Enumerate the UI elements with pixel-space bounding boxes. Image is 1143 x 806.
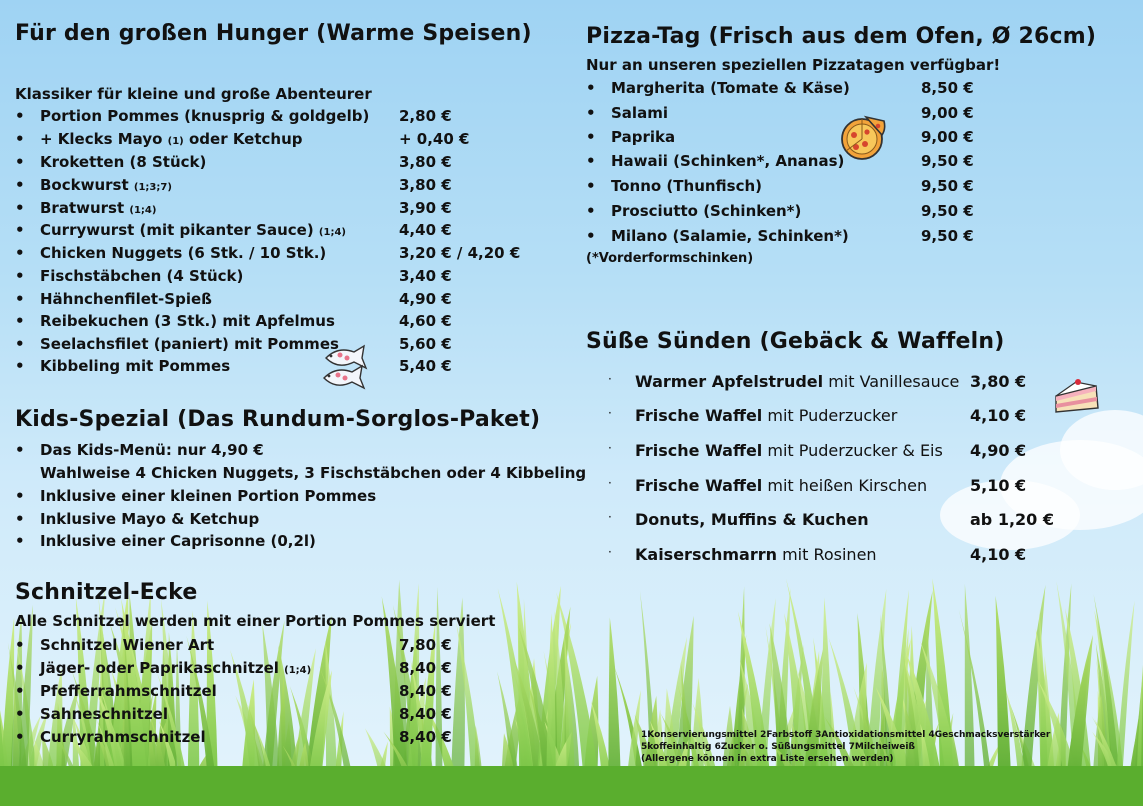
bullet: • — [586, 128, 596, 146]
pizza-item-price: 9,50 € — [921, 152, 974, 170]
pizza-item-name: Margherita (Tomate & Käse) — [611, 79, 850, 97]
schnitzel-subtitle: Alle Schnitzel werden mit einer Portion Pommes serviert — [15, 612, 496, 630]
menu-item-name — [40, 357, 230, 375]
menu-item-price: + 0,40 € — [399, 130, 470, 148]
sweet-item-title: Donuts, Muffins & Kuchen — [635, 510, 869, 529]
allergen-legend-line: (Allergene können in extra Liste ersehen werden) — [641, 754, 894, 764]
kids-item-label: Inklusive Mayo & Ketchup — [40, 510, 260, 528]
menu-item-name — [40, 636, 214, 654]
sweet-item-price: 4,10 € — [970, 406, 1027, 425]
allergen-legend-line: 1Konservierungsmittel 2Farbstoff 3Antioxidationsmittel 4Geschmacksverstärker — [641, 730, 1051, 740]
menu-item-label: Kroketten (8 Stück) — [40, 153, 207, 171]
bullet: · — [608, 545, 612, 559]
menu-item-label: Hähnchenfilet-Spieß — [40, 290, 212, 308]
menu-item-label: Portion Pommes (knusprig & goldgelb) — [40, 107, 370, 125]
bullet: • — [15, 107, 25, 125]
menu-item-name — [40, 221, 346, 239]
bullet: · — [608, 441, 612, 455]
sweet-item-name — [635, 476, 927, 495]
menu-item-name — [40, 130, 303, 148]
kids-section-title: Kids-Spezial (Das Rundum-Sorglos-Paket) — [15, 407, 541, 432]
allergen-codes: (1;4) — [129, 205, 157, 216]
sweet-item-description: mit Rosinen — [776, 545, 877, 564]
bullet: • — [15, 335, 25, 353]
pizza-item-price: 9,50 € — [921, 202, 974, 220]
bullet: • — [586, 202, 596, 220]
pizza-section-title: Pizza-Tag (Frisch aus dem Ofen, Ø 26cm) — [586, 24, 1097, 49]
bullet: • — [586, 104, 596, 122]
schnitzel-section-title: Schnitzel-Ecke — [15, 580, 198, 605]
bullet: • — [15, 357, 25, 375]
sweet-item-title: Warmer Apfelstrudel — [635, 372, 824, 391]
kids-choice-text: Wahlweise 4 Chicken Nuggets, 3 Fischstäbchen oder 4 Kibbeling — [40, 464, 587, 482]
menu-item-name — [40, 107, 369, 125]
bullet: • — [586, 227, 596, 245]
menu-item-price: 3,90 € — [399, 199, 452, 217]
sweet-item-title: Frische Waffel — [635, 441, 763, 460]
menu-item-label: Seelachsfilet (paniert) mit Pommes — [40, 335, 339, 353]
kids-item-label: Inklusive einer kleinen Portion Pommes — [40, 487, 377, 505]
menu-item-suffix: oder Ketchup — [183, 130, 303, 148]
menu-item-name — [40, 659, 311, 677]
sweet-item-price: 4,90 € — [970, 441, 1027, 460]
warm-subtitle: Klassiker für kleine und große Abenteurer — [15, 85, 372, 103]
pizza-item-name: Milano (Salamie, Schinken*) — [611, 227, 849, 245]
bullet: • — [15, 130, 25, 148]
menu-item-price: 4,40 € — [399, 221, 452, 239]
menu-item-price: 3,80 € — [399, 153, 452, 171]
bullet: • — [15, 532, 25, 550]
sweet-item-price: 4,10 € — [970, 545, 1027, 564]
sweet-item-name — [635, 510, 869, 529]
bullet: · — [608, 510, 612, 524]
menu-item-label: Fischstäbchen (4 Stück) — [40, 267, 244, 285]
sweet-item-name — [635, 372, 959, 391]
menu-item-name — [40, 728, 206, 746]
sweet-item-description: mit Vanillesauce — [823, 372, 960, 391]
bullet: · — [608, 406, 612, 420]
menu-item-name — [40, 176, 172, 194]
bullet: • — [586, 79, 596, 97]
menu-item-price: 8,40 € — [399, 728, 452, 746]
menu-item-price: 4,90 € — [399, 290, 452, 308]
cake-icon — [1052, 378, 1102, 416]
kids-item-label: Das Kids-Menü: nur 4,90 € — [40, 441, 264, 459]
allergen-legend-line: 5koffeinhaltig 6Zucker o. Süßungsmittel 7Milcheiweiß — [641, 742, 915, 752]
menu-item-name — [40, 682, 217, 700]
bullet: · — [608, 476, 612, 490]
bullet: • — [15, 441, 25, 459]
pizza-item-name: Hawaii (Schinken*, Ananas) — [611, 152, 845, 170]
menu-item-label: + Klecks Mayo — [40, 130, 163, 148]
sweet-item-name — [635, 545, 877, 564]
menu-item-label: Curryrahmschnitzel — [40, 728, 206, 746]
pizza-item-price: 9,00 € — [921, 104, 974, 122]
kids-item-label: Inklusive einer Caprisonne (0,2l) — [40, 532, 316, 550]
sweet-item-title: Frische Waffel — [635, 406, 763, 425]
menu-item-label: Currywurst (mit pikanter Sauce) — [40, 221, 314, 239]
allergen-codes: (1;4) — [318, 227, 346, 238]
pizza-item-price: 8,50 € — [921, 79, 974, 97]
pizza-item-price: 9,50 € — [921, 177, 974, 195]
menu-item-name — [40, 290, 212, 308]
menu-item-price: 8,40 € — [399, 659, 452, 677]
menu-item-name — [40, 335, 339, 353]
sweet-item-description: mit Puderzucker — [762, 406, 898, 425]
menu-item-price: 8,40 € — [399, 682, 452, 700]
menu-item-name — [40, 312, 335, 330]
bullet: • — [15, 636, 25, 654]
menu-item-label: Bratwurst — [40, 199, 125, 217]
sweets-section-title: Süße Sünden (Gebäck & Waffeln) — [586, 329, 1005, 354]
menu-item-name — [40, 267, 243, 285]
menu-item-label: Reibekuchen (3 Stk.) mit Apfelmus — [40, 312, 335, 330]
menu-item-name — [40, 244, 326, 262]
sweet-item-price: 3,80 € — [970, 372, 1027, 391]
sweet-item-name — [635, 441, 943, 460]
sweet-item-description: mit Puderzucker & Eis — [762, 441, 943, 460]
bullet: • — [15, 487, 25, 505]
bullet: · — [608, 372, 612, 386]
menu-item-name — [40, 199, 156, 217]
bullet: • — [15, 290, 25, 308]
bullet: • — [15, 659, 25, 677]
bullet: • — [15, 267, 25, 285]
menu-item-name — [40, 705, 168, 723]
pizza-item-price: 9,50 € — [921, 227, 974, 245]
menu-item-price: 4,60 € — [399, 312, 452, 330]
sweet-item-title: Kaiserschmarrn — [635, 545, 777, 564]
pizza-item-name: Paprika — [611, 128, 676, 146]
bullet: • — [15, 510, 25, 528]
pizza-item-name: Tonno (Thunfisch) — [611, 177, 763, 195]
sweet-item-price: 5,10 € — [970, 476, 1027, 495]
sweet-item-price: ab 1,20 € — [970, 510, 1054, 529]
menu-item-price: 5,60 € — [399, 335, 452, 353]
bullet: • — [15, 728, 25, 746]
allergen-codes: (1;3;7) — [133, 182, 172, 193]
bullet: • — [15, 312, 25, 330]
menu-item-label: Schnitzel Wiener Art — [40, 636, 215, 654]
allergen-codes: (1) — [167, 136, 184, 147]
menu-item-price: 3,80 € — [399, 176, 452, 194]
bullet: • — [15, 244, 25, 262]
pizza-subtitle: Nur an unseren speziellen Pizzatagen verfügbar! — [586, 56, 1001, 74]
fish-icon — [320, 340, 375, 390]
pizza-item-price: 9,00 € — [921, 128, 974, 146]
menu-item-label: Sahneschnitzel — [40, 705, 168, 723]
sweet-item-title: Frische Waffel — [635, 476, 763, 495]
sweet-item-description: mit heißen Kirschen — [762, 476, 928, 495]
bullet: • — [15, 705, 25, 723]
pizza-icon — [838, 113, 888, 163]
menu-item-label: Pfefferrahmschnitzel — [40, 682, 217, 700]
bullet: • — [15, 176, 25, 194]
bullet: • — [15, 221, 25, 239]
menu-item-label: Kibbeling mit Pommes — [40, 357, 231, 375]
menu-item-price: 8,40 € — [399, 705, 452, 723]
pizza-footnote: (*Vorderformschinken) — [586, 251, 754, 266]
menu-item-price: 7,80 € — [399, 636, 452, 654]
menu-item-label: Chicken Nuggets (6 Stk. / 10 Stk.) — [40, 244, 327, 262]
menu-item-name — [40, 153, 206, 171]
allergen-codes: (1;4) — [284, 665, 312, 676]
menu-item-label: Jäger- oder Paprikaschnitzel — [40, 659, 279, 677]
bullet: • — [15, 682, 25, 700]
bullet: • — [586, 177, 596, 195]
sweet-item-name — [635, 406, 897, 425]
pizza-item-name: Prosciutto (Schinken*) — [611, 202, 802, 220]
menu-item-price: 3,20 € / 4,20 € — [399, 244, 521, 262]
pizza-item-name: Salami — [611, 104, 668, 122]
bullet: • — [586, 152, 596, 170]
menu-item-price: 2,80 € — [399, 107, 452, 125]
warm-section-title: Für den großen Hunger (Warme Speisen) — [15, 21, 532, 46]
menu-item-price: 5,40 € — [399, 357, 452, 375]
menu-item-price: 3,40 € — [399, 267, 452, 285]
allergen-legend — [641, 729, 1050, 765]
bullet: • — [15, 199, 25, 217]
bullet: • — [15, 153, 25, 171]
menu-item-label: Bockwurst — [40, 176, 129, 194]
